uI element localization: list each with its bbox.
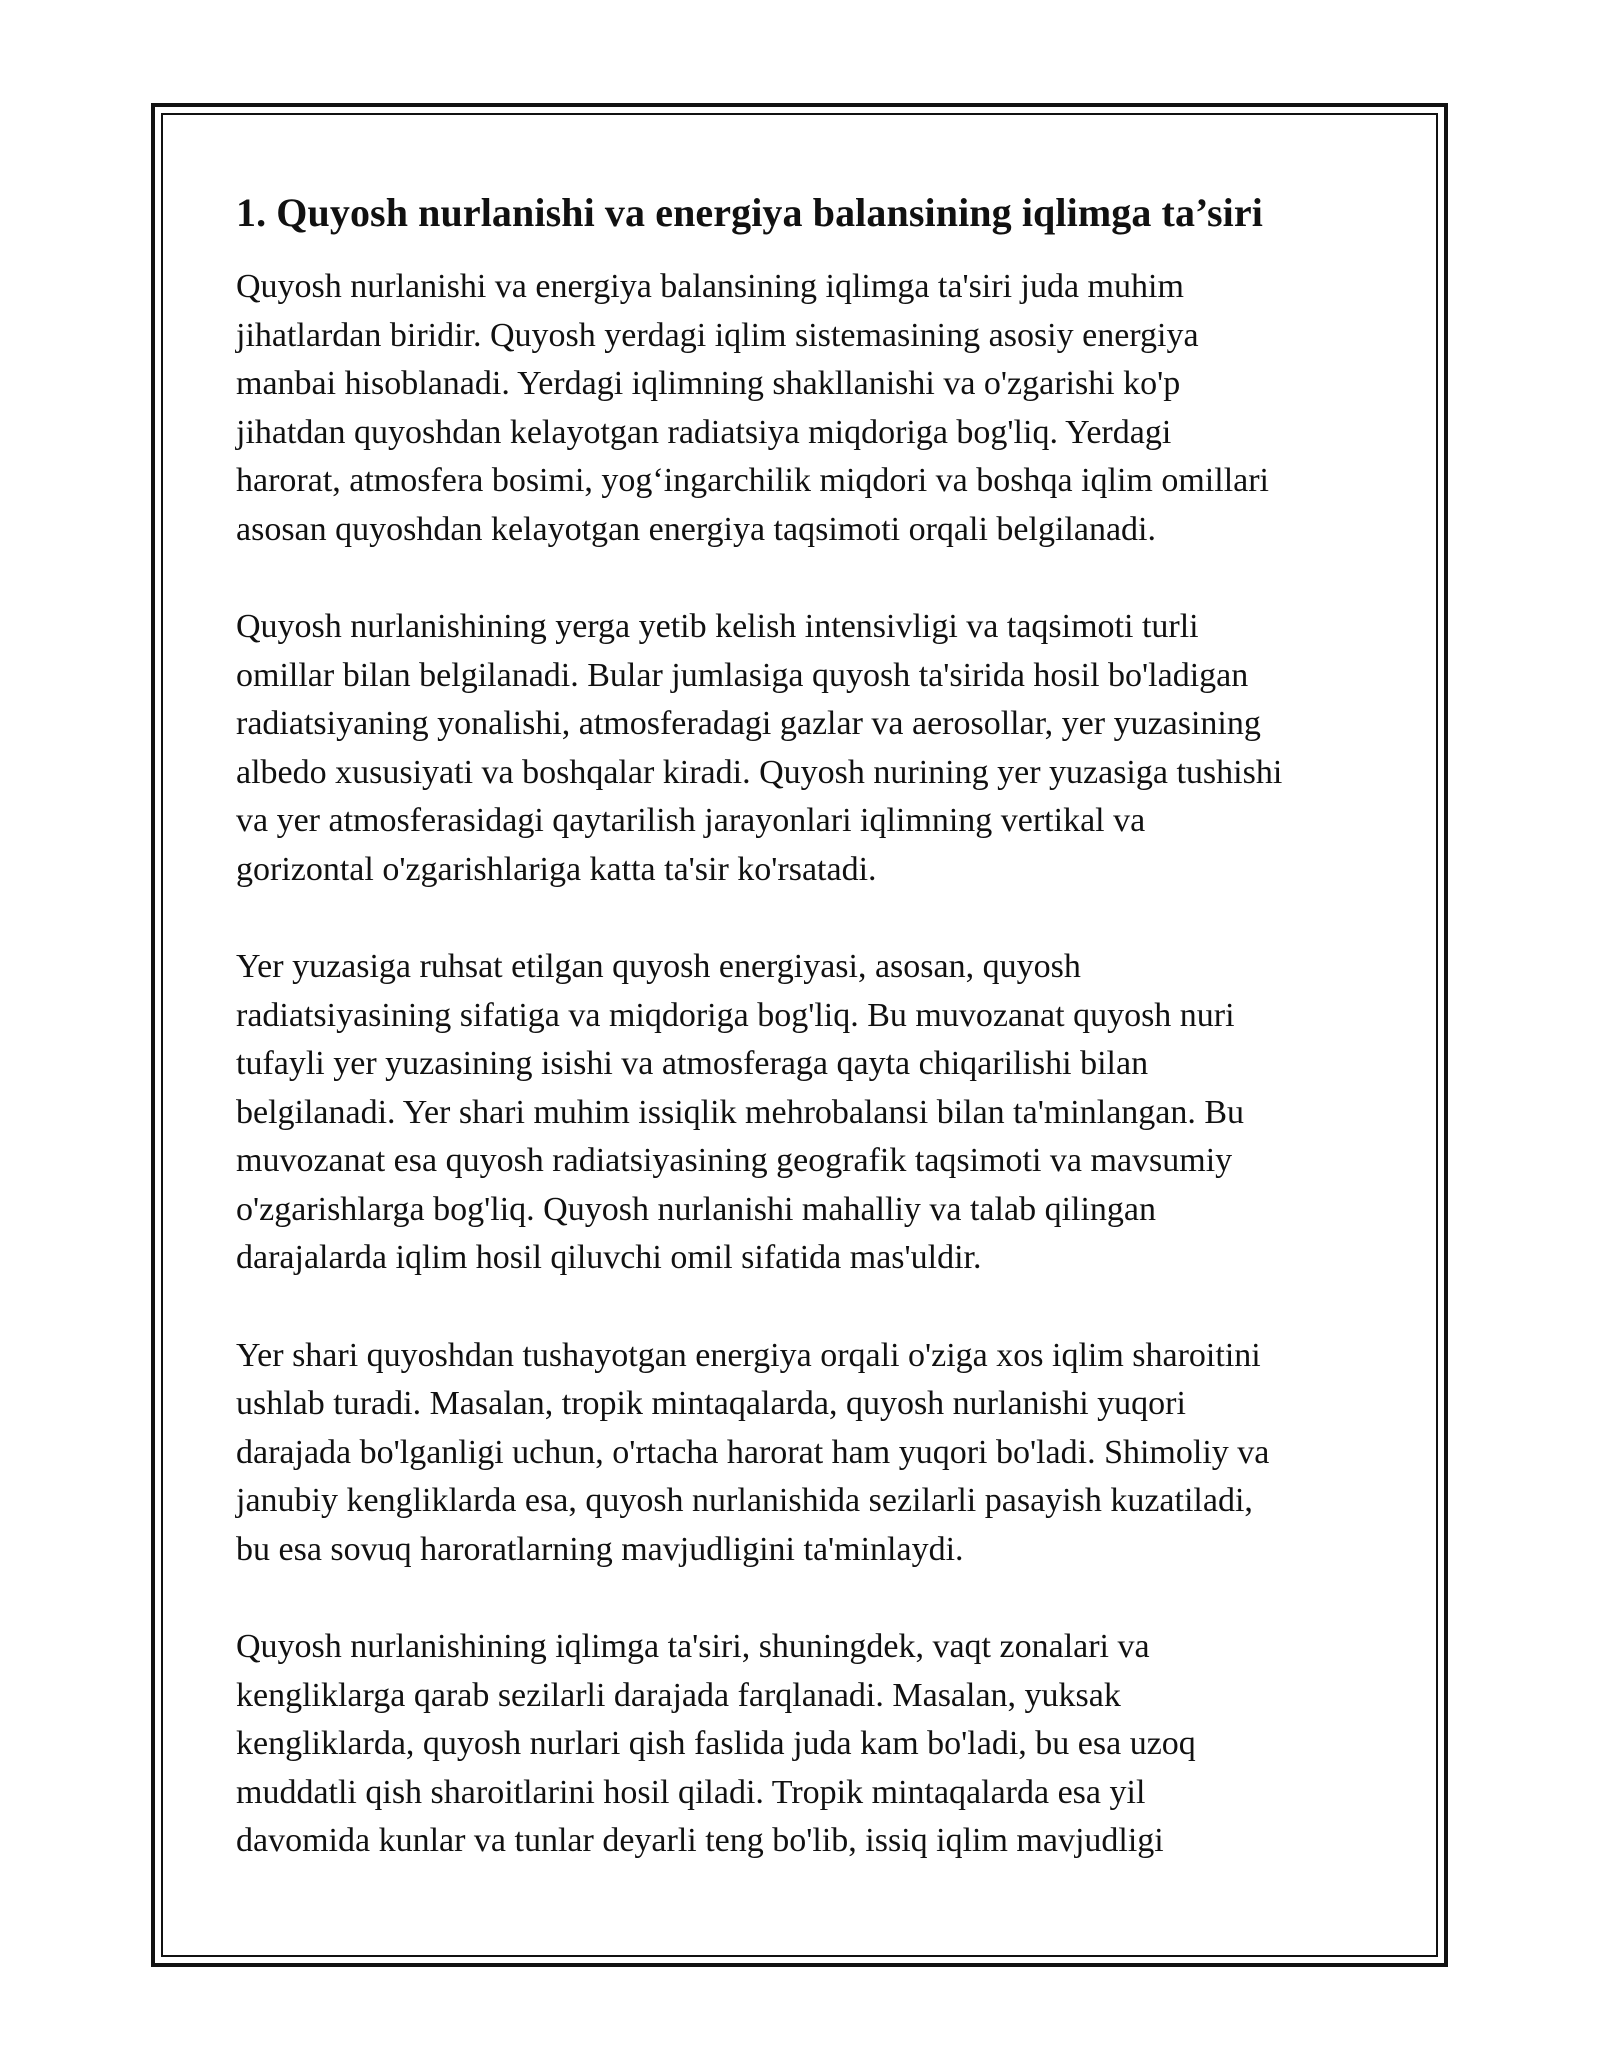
paragraph-3: Yer yuzasiga ruhsat etilgan quyosh energiyasi, asosan, quyosh radiatsiyasining sifatiga va miqdoriga bog'liq. Bu muvozanat quyosh nuri tufayli yer yuzasining isishi va atmosferaga qayta chiqarilishi bilan belgilanadi. Yer shari muhim issiqlik mehrobalansi bilan ta'minlangan. Bu muvozanat esa quyosh radiatsiyasining geografik taqsimoti va mavsumiy o'zgarishlarga bog'liq. Quyosh nurlanishi mahalliy va talab qilingan darajalarda iqlim hosil qiluvchi omil sifatida mas'uldir. [236,948,1245,1276]
section-heading: 1. Quyosh nurlanishi va energiya balansining iqlimga ta’siri [236,190,1263,235]
paragraph-1: Quyosh nurlanishi va energiya balansining iqlimga ta'siri juda muhim jihatlardan biridir. Quyosh yerdagi iqlim sistemasining asosiy energiya manbai hisoblanadi. Yerdagi iqlimning shakllanishi va o'zgarishi ko'p jihatdan quyoshdan kelayotgan radiatsiya miqdoriga bog'liq. Yerdagi harorat, atmosfera bosimi, yog‘ingarchilik miqdori va boshqa iqlim omillari asosan quyoshdan kelayotgan energiya taqsimoti orqali belgilanadi. [236,268,1269,548]
paragraph-4: Yer shari quyoshdan tushayotgan energiya orqali o'ziga xos iqlim sharoitini ushlab turadi. Masalan, tropik mintaqalarda, quyosh nurlanishi yuqori darajada bo'lganligi uchun, o'rtacha harorat ham yuqori bo'ladi. Shimoliy va janubiy kengliklarda esa, quyosh nurlanishida sezilarli pasayish kuzatiladi, bu esa sovuq haroratlarning mavjudligini ta'minlaydi. [236,1336,1270,1568]
paragraph-5: Quyosh nurlanishining iqlimga ta'siri, shuningdek, vaqt zonalari va kengliklarga qarab sezilarli darajada farqlanadi. Masalan, yuksak kengliklarda, quyosh nurlari qish faslida juda kam bo'ladi, bu esa uzoq muddatli qish sharoitlarini hosil qiladi. Tropik mintaqalarda esa yil davomida kunlar va tunlar deyarli teng bo'lib, issiq iqlim mavjudligi [236,1628,1196,1859]
paragraph-2: Quyosh nurlanishining yerga yetib kelish intensivligi va taqsimoti turli omillar bilan belgilanadi. Bular jumlasiga quyosh ta'sirida hosil bo'ladigan radiatsiyaning yonalishi, atmosferadagi gazlar va aerosollar, yer yuzasining albedo xususiyati va boshqalar kiradi. Quyosh nurining yer yuzasiga tushishi va yer atmosferasidagi qaytarilish jarayonlari iqlimning vertikal va gorizontal o'zgarishlariga katta ta'sir ko'rsatadi. [236,608,1283,888]
document-body [236,185,1376,1915]
